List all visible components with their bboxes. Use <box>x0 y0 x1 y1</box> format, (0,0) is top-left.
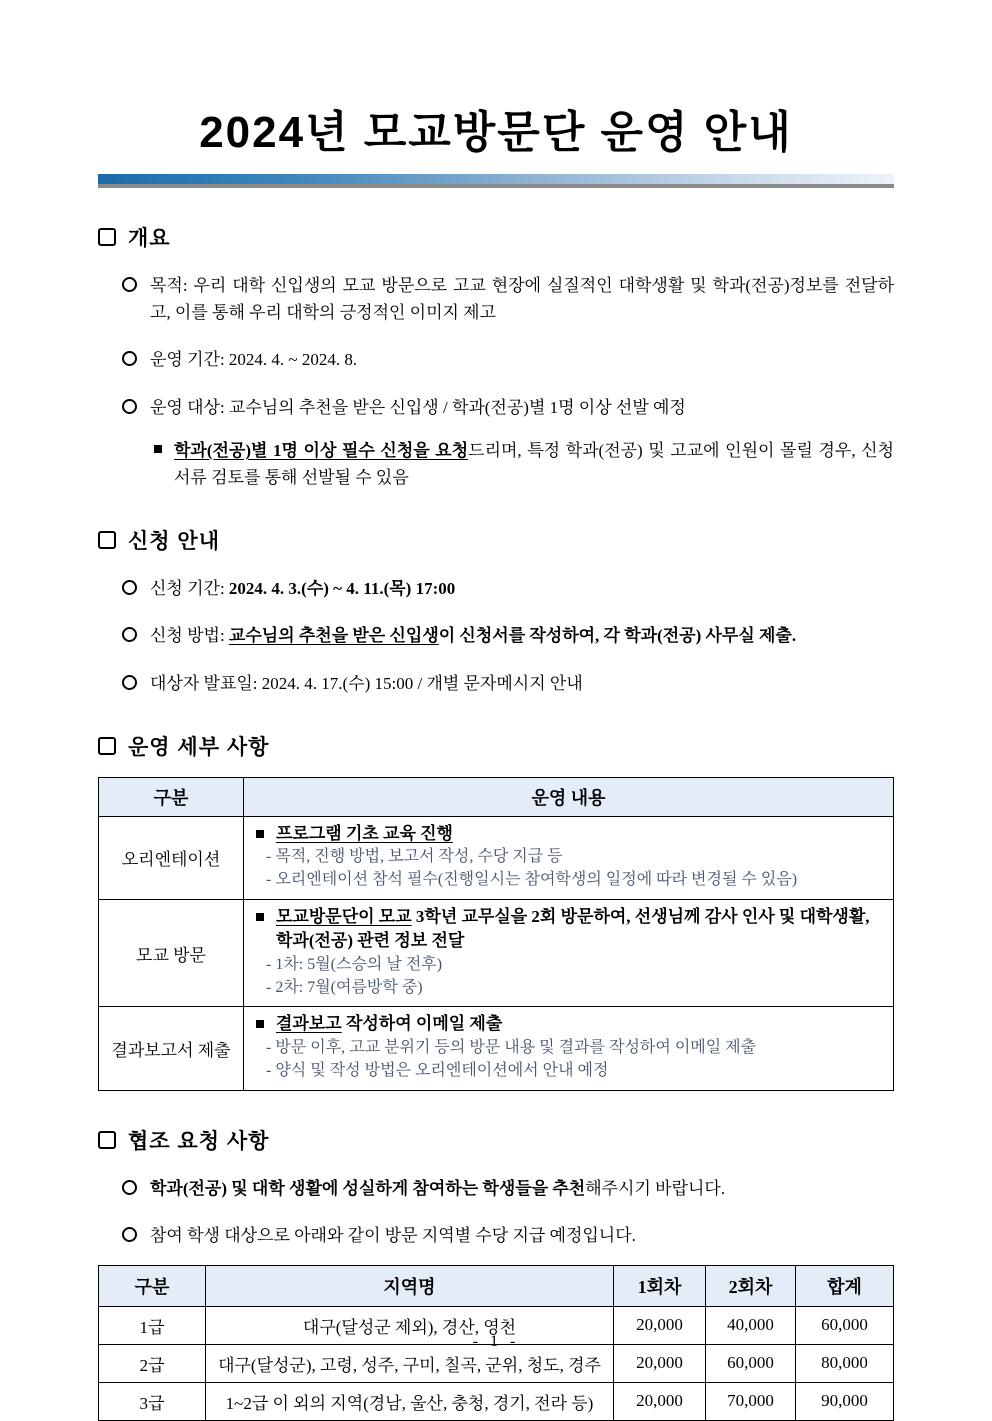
allowance-grade: 2급 <box>99 1344 206 1382</box>
allowance-total: 60,000 <box>796 1306 894 1344</box>
details-header-category: 구분 <box>99 777 244 816</box>
note-emphasis: 학과(전공)별 1명 이상 필수 신청을 요청 <box>174 440 469 460</box>
allowance-header-category: 구분 <box>99 1265 206 1306</box>
cooperation-item1-text <box>150 1175 725 1202</box>
allowance-round2: 40,000 <box>706 1306 796 1344</box>
application-announce <box>122 670 894 697</box>
bullet-rest: 3학년 교무실을 2회 방문하여, 선생님께 감사 인사 및 대학생활, 학과(전공) 관련 정보 전달 <box>276 906 870 951</box>
application-method <box>122 622 894 649</box>
section-overview-heading <box>98 222 894 252</box>
details-row-content <box>244 1007 894 1090</box>
bullet-underlined: 결과보고 <box>276 1014 342 1034</box>
details-row-content <box>244 816 894 899</box>
details-header-content: 운영 내용 <box>244 777 894 816</box>
section-details-heading <box>98 731 894 761</box>
circle-bullet-icon <box>122 1180 137 1195</box>
details-row-title: 결과보고서 제출 <box>99 1007 244 1090</box>
square-outline-icon <box>98 737 116 755</box>
allowance-round2: 60,000 <box>706 1344 796 1382</box>
allowance-grade: 1급 <box>99 1306 206 1344</box>
cooperation-item2 <box>122 1222 894 1249</box>
overview-target <box>122 394 894 421</box>
section-title: 개요 <box>128 227 171 250</box>
allowance-header-row <box>99 1265 894 1306</box>
details-sub-line: - 2차: 7월(여름방학 중) <box>266 978 423 996</box>
allowance-total: 80,000 <box>796 1344 894 1382</box>
overview-purpose-text: 목적: 우리 대학 신입생의 모교 방문으로 고교 현장에 실질적인 대학생활 및 학과(전공)정보를 전달하고, 이를 통해 우리 대학의 긍정적인 이미지 제고 <box>150 276 894 323</box>
section-title: 신청 안내 <box>128 530 220 554</box>
cooperation-item2-text: 참여 학생 대상으로 아래와 같이 방문 지역별 수당 지급 예정입니다. <box>150 1225 636 1245</box>
details-sub-line: - 양식 및 작성 방법은 오리엔테이션에서 안내 예정 <box>266 1061 609 1079</box>
details-sub-line: - 목적, 진행 방법, 보고서 작성, 수당 지급 등 <box>266 848 563 866</box>
bullet-underlined: 프로그램 기초 교육 진행 <box>276 823 453 843</box>
square-outline-icon <box>98 531 116 549</box>
overview-purpose <box>122 272 894 326</box>
details-bullet-line <box>256 1012 883 1037</box>
allowance-header-round1: 1회차 <box>614 1265 706 1306</box>
details-row-content <box>244 899 894 1007</box>
allowance-round1: 20,000 <box>614 1306 706 1344</box>
page-title: 2024년 모교방문단 운영 안내 <box>199 108 793 157</box>
details-sub-line: - 오리엔테이션 참석 필수(진행일시는 참여학생의 일정에 따라 변경될 수 있음) <box>266 871 798 889</box>
circle-bullet-icon <box>122 580 137 595</box>
circle-bullet-icon <box>122 675 137 690</box>
overview-target-text: 운영 대상: 교수님의 추천을 받은 신입생 / 학과(전공)별 1명 이상 선발 예정 <box>150 397 686 417</box>
table-row <box>99 1007 894 1090</box>
square-bullet-icon <box>256 1020 264 1028</box>
details-header-row <box>99 777 894 816</box>
method-label: 신청 방법: <box>150 626 229 646</box>
overview-period <box>122 346 894 373</box>
title-gradient-bar <box>98 174 894 184</box>
details-sub-line: - 1차: 5월(스승의 날 전후) <box>266 956 443 974</box>
allowance-header-round2: 2회차 <box>706 1265 796 1306</box>
table-row <box>99 816 894 899</box>
title-underline-bar <box>98 184 894 188</box>
allowance-region: 1~2급 이 외의 지역(경남, 울산, 충청, 경기, 전라 등) <box>206 1382 614 1420</box>
note-rest: 드리며, 특정 학과(전공) 및 고교에 인원이 몰릴 경우, 신청 서류 검토를 통해 선발될 수 있음 <box>174 440 895 487</box>
application-period <box>122 575 894 602</box>
square-bullet-icon <box>154 445 162 453</box>
allowance-region: 대구(달성군 제외), 경산, 영천 <box>206 1306 614 1344</box>
allowance-header-region: 지역명 <box>206 1265 614 1306</box>
details-row-title: 모교 방문 <box>99 899 244 1007</box>
allowance-total: 90,000 <box>796 1382 894 1420</box>
period-value: 2024. 4. 3.(수) ~ 4. 11.(목) 17:00 <box>228 579 456 599</box>
circle-bullet-icon <box>122 277 137 292</box>
application-announce-text: 대상자 발표일: 2024. 4. 17.(수) 15:00 / 개별 문자메시지 안내 <box>150 673 583 693</box>
details-table <box>98 777 894 1091</box>
method-rest: 이 신청서를 작성하여, 각 학과(전공) 사무실 제출. <box>438 626 797 646</box>
allowance-region: 대구(달성군), 고령, 성주, 구미, 칠곡, 군위, 청도, 경주 <box>206 1344 614 1382</box>
details-row-title: 오리엔테이션 <box>99 816 244 899</box>
allowance-header-total: 합계 <box>796 1265 894 1306</box>
details-sub-line: - 방문 이후, 고교 분위기 등의 방문 내용 및 결과를 작성하여 이메일 제출 <box>266 1039 757 1057</box>
section-application-heading <box>98 525 894 555</box>
method-emphasis: 교수님의 추천을 받은 신입생 <box>228 626 439 646</box>
overview-period-text: 운영 기간: 2024. 4. ~ 2024. 8. <box>150 350 358 370</box>
square-outline-icon <box>98 228 116 246</box>
table-row <box>99 899 894 1007</box>
allowance-round1: 20,000 <box>614 1382 706 1420</box>
square-outline-icon <box>98 1131 116 1149</box>
circle-bullet-icon <box>122 627 137 642</box>
bullet-underlined: 모교방문단이 모교 <box>276 906 412 926</box>
table-row <box>99 1382 894 1420</box>
period-label: 신청 기간: <box>150 579 229 599</box>
section-title: 협조 요청 사항 <box>128 1129 270 1153</box>
page-number: - 1 - <box>472 1333 520 1350</box>
application-period-text <box>150 575 455 602</box>
details-bullet-line <box>256 905 883 954</box>
bullet-rest: 작성하여 이메일 제출 <box>341 1014 503 1034</box>
circle-bullet-icon <box>122 399 137 414</box>
section-cooperation-heading <box>98 1125 894 1155</box>
circle-bullet-icon <box>122 351 137 366</box>
item1-emphasis: 학과(전공) 및 대학 생활에 성실하게 참여하는 학생들을 추천 <box>150 1178 586 1198</box>
item1-rest: 해주시기 바랍니다. <box>585 1178 726 1198</box>
details-bullet-line <box>256 822 883 847</box>
cooperation-item1 <box>122 1175 894 1202</box>
square-bullet-icon <box>256 913 264 921</box>
allowance-round2: 70,000 <box>706 1382 796 1420</box>
allowance-grade: 3급 <box>99 1382 206 1420</box>
application-method-text <box>150 622 796 649</box>
allowance-round1: 20,000 <box>614 1344 706 1382</box>
section-title: 운영 세부 사항 <box>128 735 270 759</box>
overview-target-note <box>154 437 894 491</box>
overview-target-note-text <box>174 437 894 491</box>
circle-bullet-icon <box>122 1227 137 1242</box>
square-bullet-icon <box>256 830 264 838</box>
